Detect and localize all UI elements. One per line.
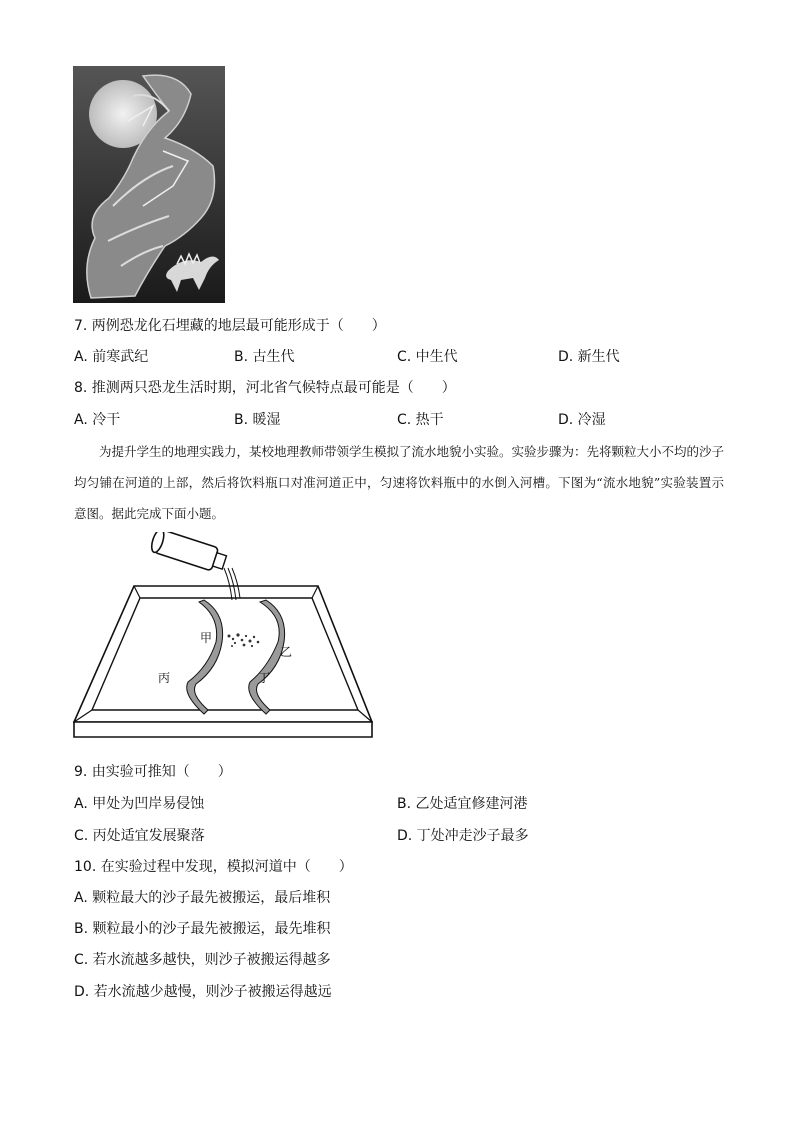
question-10-option-a[interactable]: A. 颗粒最大的沙子最先被搬运，最后堆积: [74, 890, 331, 906]
question-7-stem: 7. 两例恐龙化石埋藏的地层最可能形成于（ ）: [74, 318, 386, 334]
dinosaur-fossil-photo: [73, 66, 225, 303]
question-8-stem: 8. 推测两只恐龙生活时期，河北省气候特点最可能是（ ）: [74, 380, 456, 396]
question-8-option-a[interactable]: A. 冷干: [74, 412, 121, 428]
question-7-option-d[interactable]: D. 新生代: [558, 349, 620, 365]
question-9-stem: 9. 由实验可推知（ ）: [74, 764, 232, 780]
question-8-option-b[interactable]: B. 暖湿: [234, 412, 281, 428]
question-10-option-b[interactable]: B. 颗粒最小的沙子最先被搬运，最先堆积: [74, 921, 331, 937]
diagram-label-jia: 甲: [200, 631, 213, 645]
question-9-option-b[interactable]: B. 乙处适宜修建河港: [397, 796, 528, 812]
question-7-option-b[interactable]: B. 古生代: [234, 349, 295, 365]
question-7-option-c[interactable]: C. 中生代: [397, 349, 458, 365]
question-8-option-d[interactable]: D. 冷湿: [558, 412, 606, 428]
diagram-label-yi: 乙: [280, 645, 293, 659]
question-8-option-c[interactable]: C. 热干: [397, 412, 444, 428]
flowing-water-experiment-diagram: [72, 532, 376, 744]
question-7-option-a[interactable]: A. 前寒武纪: [74, 349, 149, 365]
question-9-option-c[interactable]: C. 丙处适宜发展聚落: [74, 828, 205, 844]
question-10-option-c[interactable]: C. 若水流越多越快，则沙子被搬运得越多: [74, 952, 331, 968]
diagram-label-bing: 丙: [158, 671, 171, 685]
question-9-option-a[interactable]: A. 甲处为凹岸易侵蚀: [74, 796, 205, 812]
question-9-option-d[interactable]: D. 丁处冲走沙子最多: [397, 828, 529, 844]
diagram-label-ding: 丁: [258, 671, 271, 685]
question-10-stem: 10. 在实验过程中发现，模拟河道中（ ）: [74, 859, 353, 875]
experiment-intro-paragraph: 为提升学生的地理实践力，某校地理教师带领学生模拟了流水地貌小实验。实验步骤为：先将颗粒大小不均的沙子均匀铺在河道的上部，然后将饮料瓶口对准河道正中，匀速将饮料瓶中的水倒入河槽。下图为“流水地貌”实验装置示意图。据此完成下面小题。: [74, 444, 725, 521]
question-10-option-d[interactable]: D. 若水流越少越慢，则沙子被搬运得越远: [74, 984, 332, 1000]
